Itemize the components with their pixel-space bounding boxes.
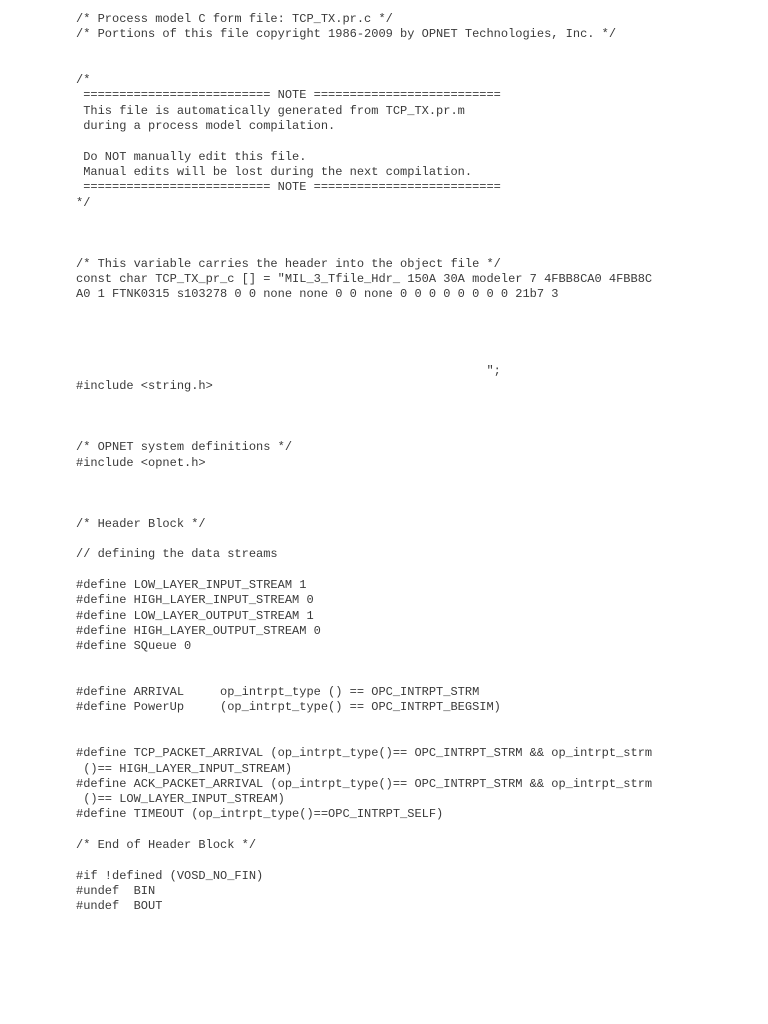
code-line — [76, 394, 716, 409]
code-line: #define LOW_LAYER_INPUT_STREAM 1 — [76, 577, 307, 592]
code-line: /* Header Block */ — [76, 516, 206, 531]
code-line: #define PowerUp (op_intrpt_type() == OPC_INTRPT_BEGSIM) — [76, 700, 501, 715]
code-line — [76, 731, 716, 746]
code-line: #undef BOUT — [76, 899, 163, 914]
code-line — [76, 318, 716, 333]
code-line — [76, 532, 716, 547]
code-line: /* Portions of this file copyright 1986-2009 by OPNET Technologies, Inc. */ — [76, 27, 617, 42]
code-line — [76, 58, 716, 73]
code-line — [76, 226, 716, 241]
code-line: ()== LOW_LAYER_INPUT_STREAM) — [76, 792, 285, 807]
code-line: #define HIGH_LAYER_OUTPUT_STREAM 0 — [76, 623, 321, 638]
code-line: #define HIGH_LAYER_INPUT_STREAM 0 — [76, 593, 314, 608]
code-line: /* Process model C form file: TCP_TX.pr.c */ — [76, 12, 393, 26]
code-line: #define ACK_PACKET_ARRIVAL (op_intrpt_type()== OPC_INTRPT_STRM && op_intrpt_strm — [76, 776, 653, 791]
code-line — [76, 563, 716, 578]
code-line — [76, 211, 716, 226]
code-line: #define TCP_PACKET_ARRIVAL (op_intrpt_type()== OPC_INTRPT_STRM && op_intrpt_strm — [76, 746, 653, 761]
code-line — [76, 853, 716, 868]
code-line: "; — [76, 363, 501, 378]
code-line: #define LOW_LAYER_OUTPUT_STREAM 1 — [76, 608, 314, 623]
code-line — [76, 716, 716, 731]
code-line — [76, 241, 716, 256]
code-line: const char TCP_TX_pr_c [] = "MIL_3_Tfile_Hdr_ 150A 30A modeler 7 4FBB8CA0 4FBB8C — [76, 272, 653, 287]
code-line: #undef BIN — [76, 883, 156, 898]
code-line: This file is automatically generated from TCP_TX.pr.m — [76, 103, 465, 118]
code-line: ========================== NOTE ========================== — [76, 180, 501, 195]
code-line — [76, 486, 716, 501]
code-line: ========================== NOTE ========================== — [76, 88, 501, 103]
code-line: Do NOT manually edit this file. — [76, 149, 307, 164]
code-line — [76, 333, 716, 348]
code-line — [76, 654, 716, 669]
code-line: A0 1 FTNK0315 s103278 0 0 none none 0 0 none 0 0 0 0 0 0 0 0 21b7 3 — [76, 287, 559, 302]
code-line — [76, 134, 716, 149]
code-line: // defining the data streams — [76, 547, 278, 562]
code-line: #if !defined (VOSD_NO_FIN) — [76, 868, 264, 883]
code-line — [76, 43, 716, 58]
code-line — [76, 425, 716, 440]
code-line: during a process model compilation. — [76, 119, 336, 134]
code-line — [76, 471, 716, 486]
code-line: #include <opnet.h> — [76, 455, 206, 470]
code-line — [76, 349, 716, 364]
code-line — [76, 410, 716, 425]
code-line: /* End of Header Block */ — [76, 838, 257, 853]
code-line: /* OPNET system definitions */ — [76, 440, 293, 455]
code-line: #define ARRIVAL op_intrpt_type () == OPC_INTRPT_STRM — [76, 685, 480, 700]
code-line — [76, 303, 716, 318]
code-line: #define SQueue 0 — [76, 639, 192, 654]
code-line: #include <string.h> — [76, 379, 213, 394]
code-line: #define TIMEOUT (op_intrpt_type()==OPC_INTRPT_SELF) — [76, 807, 444, 822]
code-line — [76, 670, 716, 685]
code-line: /* This variable carries the header into the object file */ — [76, 256, 501, 271]
source-code-listing — [76, 12, 716, 915]
code-line: /* — [76, 73, 91, 88]
code-line — [76, 502, 716, 517]
code-line: Manual edits will be lost during the next compilation. — [76, 164, 473, 179]
code-line: ()== HIGH_LAYER_INPUT_STREAM) — [76, 761, 293, 776]
code-line — [76, 823, 716, 838]
code-line: */ — [76, 195, 91, 210]
